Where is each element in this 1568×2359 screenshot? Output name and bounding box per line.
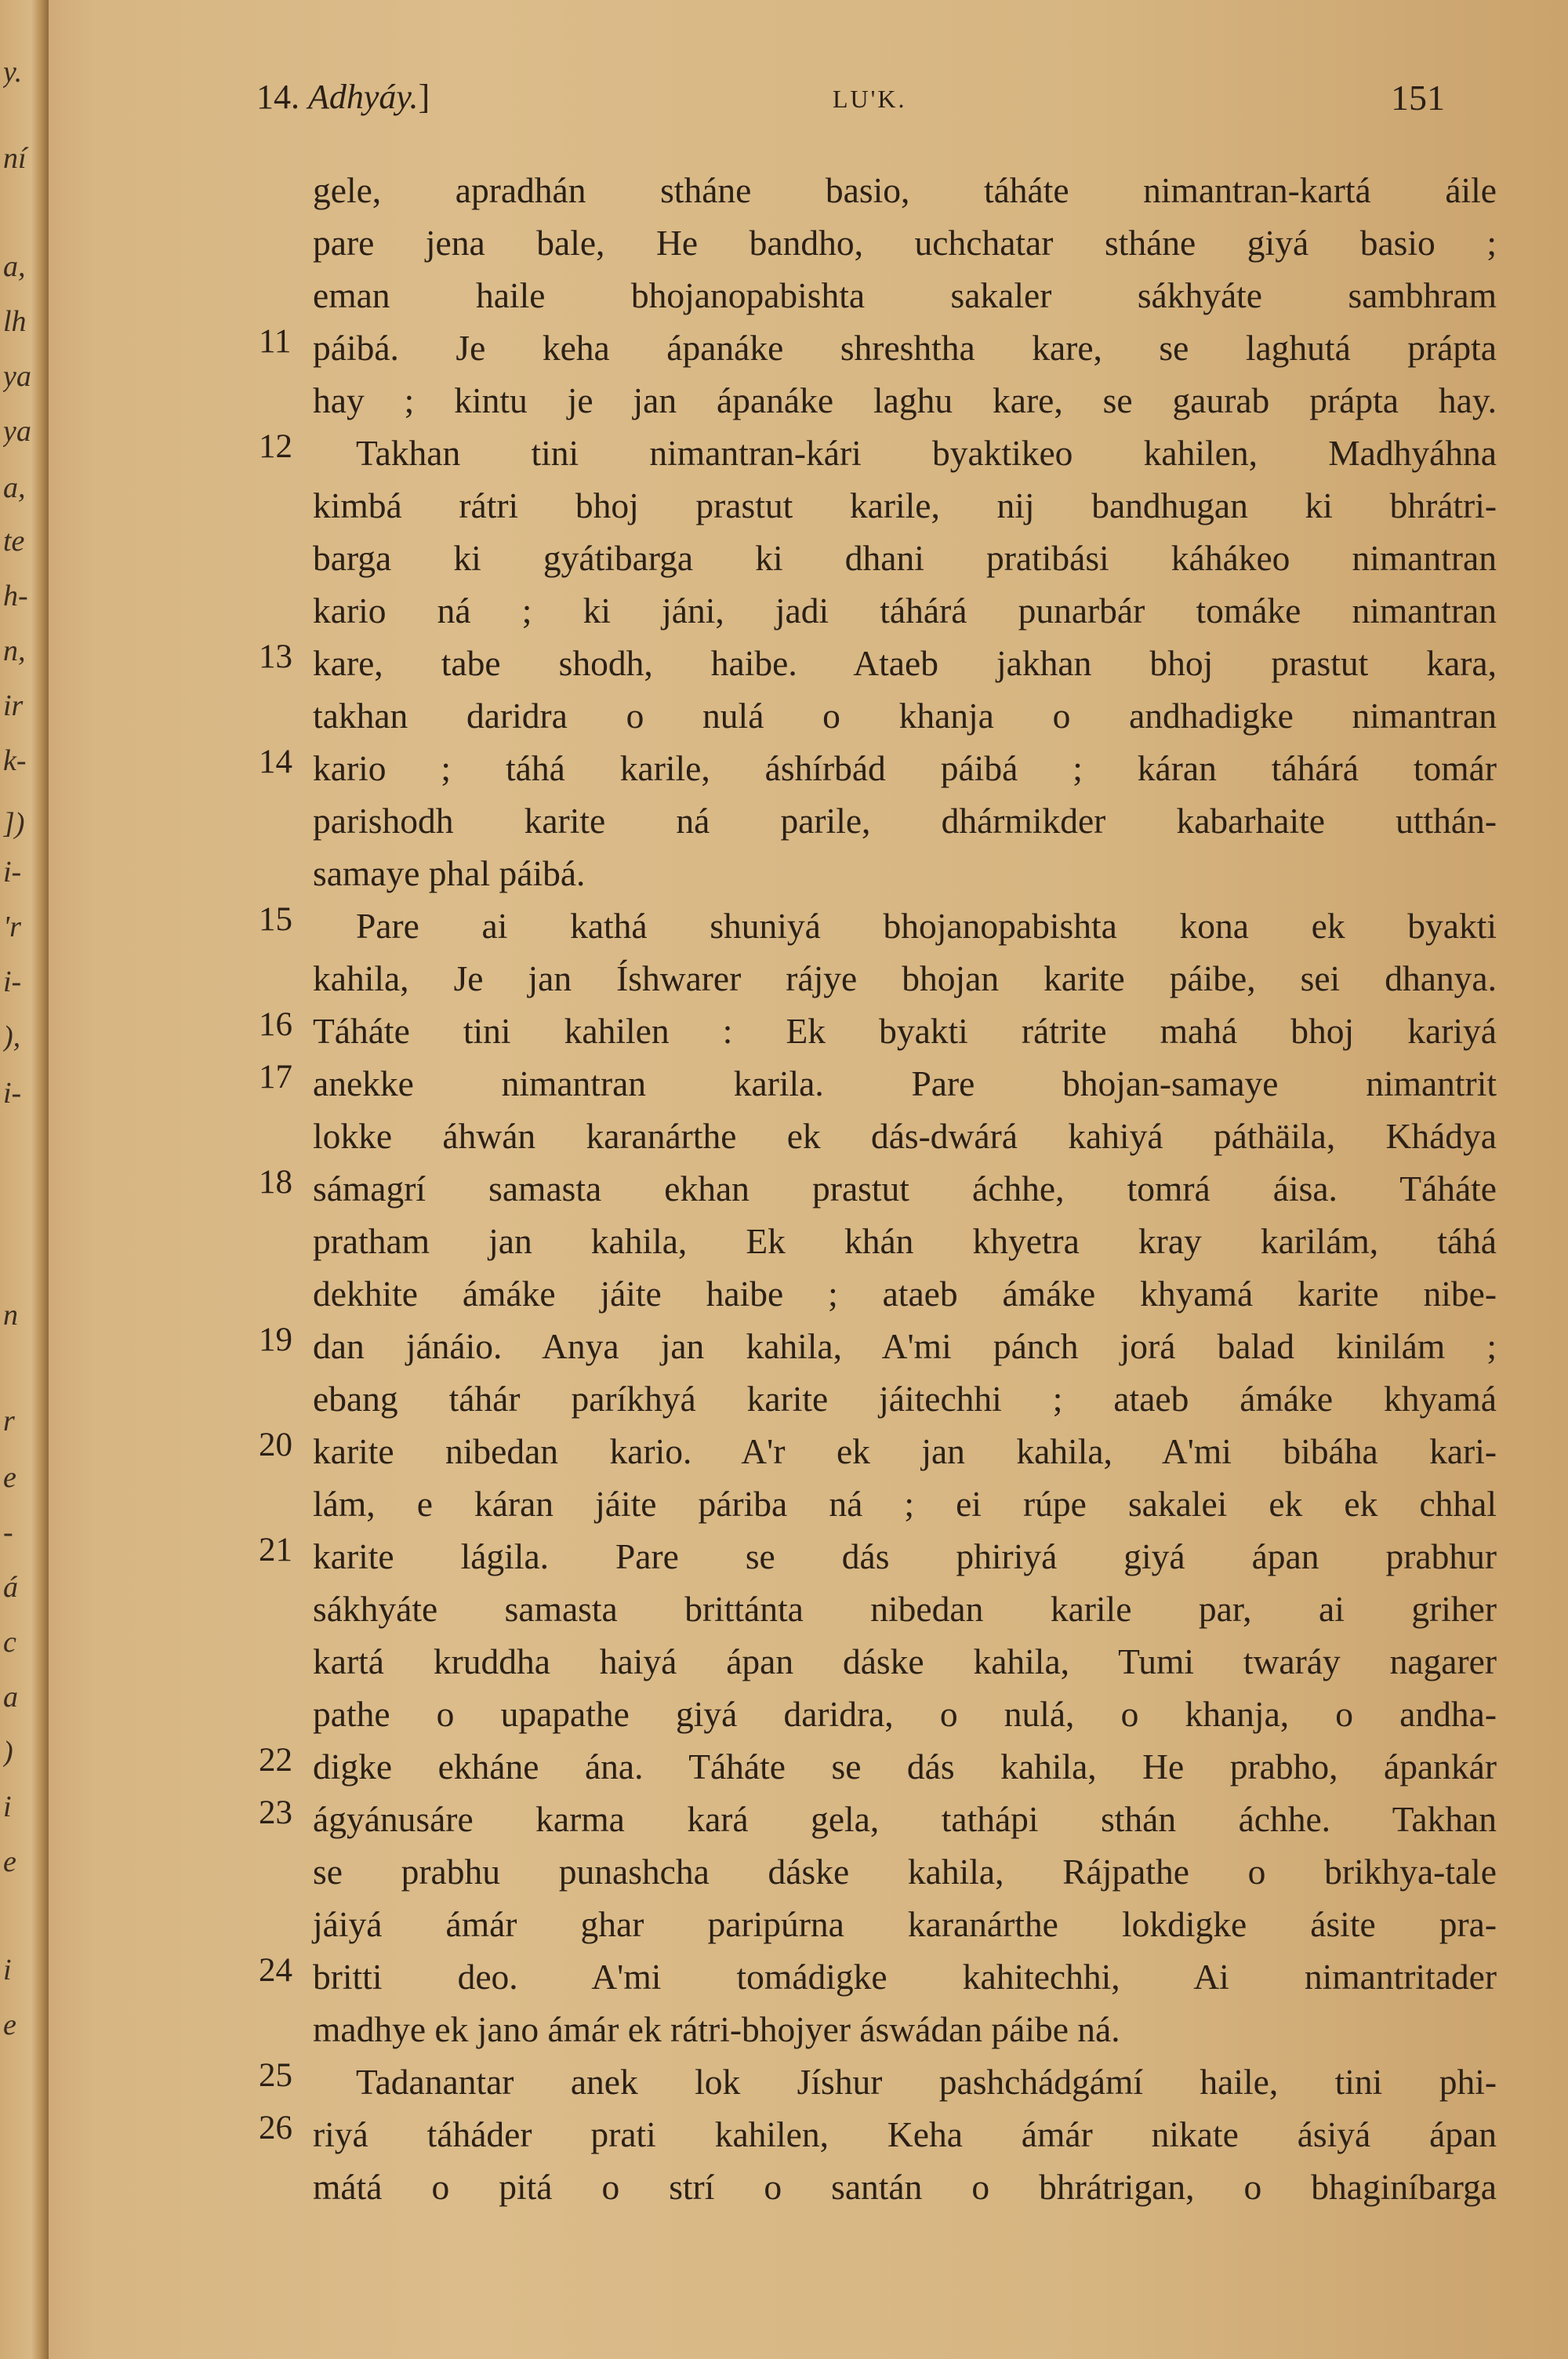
text-line — [49, 1163, 1568, 1215]
gutter-mark: h- — [3, 580, 28, 612]
text-line — [49, 1583, 1568, 1635]
line-text: sámagrí samasta ekhan prastut áchhe, tomrá áisa. Táháte — [313, 1169, 1497, 1209]
line-text: kartá kruddha haiyá ápan dáske kahila, Tumi twaráy nagarer — [313, 1641, 1497, 1681]
line-text: parishodh karite ná parile, dhármikder kabarhaite utthán- — [313, 801, 1497, 841]
gutter-mark: e — [3, 1461, 16, 1494]
gutter-mark: i — [3, 1954, 12, 1986]
verse-number: 15 — [259, 901, 292, 938]
line-text: hay ; kintu je jan ápanáke laghu kare, se gaurab prápta hay. — [313, 380, 1497, 420]
gutter-mark: ní — [3, 142, 27, 175]
verse-number: 24 — [259, 1952, 292, 1989]
text-line — [49, 1846, 1568, 1898]
text-line — [49, 848, 1568, 900]
line-text: barga ki gyátibarga ki dhani pratibási káhákeo nimantran — [313, 538, 1497, 578]
text-line — [49, 1373, 1568, 1425]
line-text: pare jena bale, He bandho, uchchatar stháne giyá basio ; — [313, 223, 1497, 263]
line-text: kario ná ; ki jáni, jadi táhárá punarbár tomáke nimantran — [313, 591, 1497, 631]
text-line — [49, 2004, 1568, 2055]
verse-number: 17 — [259, 1059, 292, 1096]
verse-number: 13 — [259, 638, 292, 675]
text-line — [49, 1321, 1568, 1372]
line-text: Takhan tini nimantran-kári byaktikeo kahilen, Madhyáhna — [356, 433, 1497, 473]
text-line — [49, 1268, 1568, 1320]
line-text: ebang táhár paríkhyá karite jáitechhi ; ataeb ámáke khyamá — [313, 1379, 1497, 1419]
gutter-mark: r — [3, 1405, 15, 1438]
text-line — [49, 375, 1568, 427]
gutter-mark: a, — [3, 250, 26, 283]
chapter-reference — [256, 77, 430, 117]
gutter-mark: n — [3, 1299, 18, 1332]
verse-number: 23 — [259, 1794, 292, 1831]
text-line — [49, 585, 1568, 637]
gutter-mark: i- — [3, 1077, 22, 1110]
text-line — [49, 795, 1568, 847]
gutter-mark: k- — [3, 744, 27, 777]
line-text: karite nibedan kario. A'r ek jan kahila, A'mi bibáha kari- — [313, 1431, 1497, 1471]
line-text: mátá o pitá o strí o santán o bhrátrigan, o bhaginíbarga — [313, 2167, 1497, 2207]
gutter-mark: i- — [3, 856, 22, 889]
line-text: ágyánusáre karma kará gela, tathápi sthán áchhe. Takhan — [313, 1799, 1497, 1839]
gutter-mark: e — [3, 2008, 16, 2041]
line-text: riyá táháder prati kahilen, Keha ámár nikate ásiyá ápan — [313, 2114, 1497, 2154]
verse-number: 22 — [259, 1742, 292, 1779]
line-text: gele, apradhán stháne basio, táháte nimantran-kartá áile — [313, 170, 1497, 210]
verse-number: 18 — [259, 1164, 292, 1201]
gutter-mark: y. — [3, 56, 23, 89]
line-text: karite lágila. Pare se dás phiriyá giyá ápan prabhur — [313, 1536, 1497, 1576]
gutter-mark: a, — [3, 471, 26, 504]
verse-number: 26 — [259, 2110, 292, 2146]
text-line — [49, 2161, 1568, 2213]
gutter-mark: c — [3, 1626, 16, 1659]
line-text: kario ; táhá karile, áshírbád páibá ; káran táhárá tomár — [313, 748, 1497, 788]
line-text: britti deo. A'mi tomádigke kahitechhi, Ai nimantritader — [313, 1957, 1497, 1997]
gutter-mark: e — [3, 1845, 16, 1878]
gutter-mark: ) — [3, 1736, 13, 1768]
text-line — [49, 322, 1568, 374]
text-line — [49, 1216, 1568, 1267]
line-text: kimbá rátri bhoj prastut karile, nij bandhugan ki bhrátri- — [313, 485, 1497, 525]
verse-number: 25 — [259, 2057, 292, 2094]
line-text: kahila, Je jan Íshwarer rájye bhojan karite páibe, sei dhanya. — [313, 958, 1497, 998]
line-text: Pare ai kathá shuniyá bhojanopabishta kona ek byakti — [356, 906, 1497, 946]
line-text: samaye phal páibá. — [313, 853, 586, 893]
text-line — [49, 217, 1568, 269]
gutter-mark: a — [3, 1681, 18, 1714]
verse-number: 19 — [259, 1321, 292, 1358]
text-line — [49, 533, 1568, 584]
line-text: sákhyáte samasta brittánta nibedan karile par, ai griher — [313, 1589, 1497, 1629]
text-line — [49, 1688, 1568, 1740]
line-text: madhye ek jano ámár ek rátri-bhojyer áswádan páibe ná. — [313, 2009, 1120, 2049]
text-line — [49, 1058, 1568, 1110]
gutter-mark: ya — [3, 360, 31, 393]
gutter-mark: - — [3, 1516, 13, 1549]
line-text: jáiyá ámár ghar paripúrna karanárthe lokdigke ásite pra- — [313, 1904, 1497, 1944]
text-line — [49, 1478, 1568, 1530]
verse-number: 14 — [259, 743, 292, 780]
text-line — [49, 1741, 1568, 1793]
running-title: LU'K. — [833, 85, 907, 113]
text-line — [49, 900, 1568, 952]
gutter-mark: n, — [3, 634, 26, 667]
running-header — [49, 77, 1568, 124]
header-bracket: ] — [418, 78, 430, 116]
text-line — [49, 638, 1568, 689]
line-text: Tadanantar anek lok Jíshur pashchádgámí haile, tini phi- — [356, 2062, 1497, 2102]
chapter-label: Adhyáy. — [308, 78, 419, 116]
chapter-number: 14. — [256, 78, 299, 116]
line-text: digke ekháne ána. Táháte se dás kahila, He prabho, ápankár — [313, 1747, 1497, 1787]
text-line — [49, 690, 1568, 742]
text-line — [49, 1531, 1568, 1583]
gutter-mark: ya — [3, 415, 31, 448]
line-text: lokke áhwán karanárthe ek dás-dwárá kahiyá páthäila, Khádya — [313, 1116, 1497, 1156]
line-text: anekke nimantran karila. Pare bhojan-samaye nimantrit — [313, 1063, 1497, 1103]
line-text: pratham jan kahila, Ek khán khyetra kray karilám, táhá — [313, 1221, 1497, 1261]
gutter-mark: i- — [3, 965, 22, 998]
gutter-mark: 'r — [3, 911, 21, 943]
verse-number: 12 — [259, 428, 292, 465]
text-line — [49, 1794, 1568, 1845]
line-text: se prabhu punashcha dáske kahila, Rájpathe o brikhya-tale — [313, 1852, 1497, 1892]
text-line — [49, 1110, 1568, 1162]
verse-number: 21 — [259, 1532, 292, 1568]
line-text: lám, e káran jáite páriba ná ; ei rúpe sakalei ek ek chhal — [313, 1484, 1497, 1524]
line-text: takhan daridra o nulá o khanja o andhadigke nimantran — [313, 696, 1497, 736]
text-line — [49, 165, 1568, 216]
text-line — [49, 1005, 1568, 1057]
line-text: kare, tabe shodh, haibe. Ataeb jakhan bhoj prastut kara, — [313, 643, 1497, 683]
text-line — [49, 1951, 1568, 2003]
page-number: 151 — [1391, 78, 1445, 118]
verse-number: 16 — [259, 1006, 292, 1043]
text-line — [49, 427, 1568, 479]
text-line — [49, 953, 1568, 1005]
text-line — [49, 270, 1568, 322]
line-text: Táháte tini kahilen : Ek byakti rátrite mahá bhoj kariyá — [313, 1011, 1497, 1051]
text-line — [49, 1899, 1568, 1950]
gutter-mark: ), — [3, 1020, 21, 1053]
text-line — [49, 743, 1568, 794]
text-line — [49, 1426, 1568, 1478]
gutter-mark: te — [3, 525, 25, 558]
gutter-mark: ir — [3, 689, 24, 722]
gutter-mark: á — [3, 1571, 18, 1604]
text-line — [49, 2056, 1568, 2108]
facing-page-gutter — [0, 0, 49, 2359]
gutter-mark: ]) — [3, 807, 25, 840]
book-page — [49, 0, 1568, 2359]
text-line — [49, 1636, 1568, 1688]
line-text: pathe o upapathe giyá daridra, o nulá, o khanja, o andha- — [313, 1694, 1497, 1734]
gutter-mark: lh — [3, 305, 27, 338]
gutter-mark: i — [3, 1790, 12, 1823]
line-text: páibá. Je keha ápanáke shreshtha kare, se laghutá prápta — [313, 328, 1497, 368]
line-text: eman haile bhojanopabishta sakaler sákhyáte sambhram — [313, 275, 1497, 315]
text-line — [49, 480, 1568, 532]
text-line — [49, 2109, 1568, 2161]
verse-number: 20 — [259, 1427, 292, 1463]
line-text: dan jánáio. Anya jan kahila, A'mi pánch jorá balad kinilám ; — [313, 1326, 1497, 1366]
verse-number: 11 — [259, 323, 292, 360]
line-text: dekhite ámáke jáite haibe ; ataeb ámáke khyamá karite nibe- — [313, 1274, 1497, 1314]
